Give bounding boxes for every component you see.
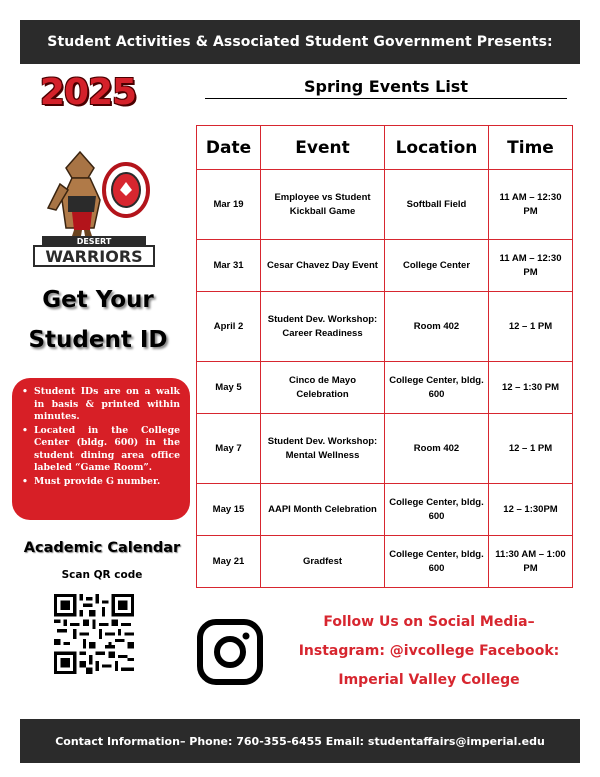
cell-event: Student Dev. Workshop: Career Readiness <box>261 292 385 362</box>
cell-location: Softball Field <box>385 170 489 240</box>
mascot-logo <box>28 138 158 270</box>
cell-event: Cinco de Mayo Celebration <box>261 362 385 414</box>
column-header-time: Time <box>489 126 573 170</box>
table-row <box>197 170 573 240</box>
table-row <box>197 536 573 588</box>
id-info-box <box>12 378 190 520</box>
cell-time: 12 – 1 PM <box>489 292 573 362</box>
id-info-item: • Must provide G number. <box>20 476 180 489</box>
cell-location: College Center <box>385 240 489 292</box>
cell-event: Employee vs Student Kickball Game <box>261 170 385 240</box>
year-heading: 2025 <box>39 72 137 113</box>
column-header-date: Date <box>197 126 261 170</box>
top-banner <box>20 20 580 64</box>
cell-time: 12 – 1:30 PM <box>489 362 573 414</box>
social-media-text <box>268 608 590 695</box>
table-row <box>197 362 573 414</box>
mascot-text-bottom: WARRIORS <box>45 247 143 266</box>
cell-time: 11 AM – 12:30 PM <box>489 170 573 240</box>
top-banner-text: Student Activities & Associated Student Government Presents: <box>47 34 553 50</box>
mascot-text-top: DESERT <box>76 237 112 246</box>
get-id-line1: Get Your <box>42 287 154 313</box>
cell-location: College Center, bldg. 600 <box>385 484 489 536</box>
academic-calendar-subtitle: Scan QR code <box>61 569 143 581</box>
cell-date: May 7 <box>197 414 261 484</box>
social-line2: Instagram: @ivcollege Facebook: <box>298 643 560 659</box>
column-header-event: Event <box>261 126 385 170</box>
events-table <box>196 125 573 588</box>
qr-code-icon[interactable] <box>54 594 134 674</box>
cell-time: 11 AM – 12:30 PM <box>489 240 573 292</box>
column-header-location: Location <box>385 126 489 170</box>
contact-banner <box>20 719 580 763</box>
cell-event: Gradfest <box>261 536 385 588</box>
get-id-line2: Student ID <box>28 327 168 353</box>
cell-location: Room 402 <box>385 292 489 362</box>
cell-event: AAPI Month Celebration <box>261 484 385 536</box>
id-info-item: • Located in the College Center (bldg. 600) in the student dining area office labeled “Game Room”. <box>20 425 180 475</box>
table-row <box>197 414 573 484</box>
cell-location: College Center, bldg. 600 <box>385 362 489 414</box>
get-id-heading <box>18 280 178 360</box>
cell-date: Mar 19 <box>197 170 261 240</box>
cell-date: May 5 <box>197 362 261 414</box>
academic-calendar-title: Academic Calendar <box>23 540 181 556</box>
cell-time: 11:30 AM – 1:00 PM <box>489 536 573 588</box>
contact-text: Contact Information– Phone: 760-355-6455 Email: studentaffairs@imperial.edu <box>55 734 545 748</box>
table-row <box>197 292 573 362</box>
cell-event: Cesar Chavez Day Event <box>261 240 385 292</box>
events-title: Spring Events List <box>304 77 468 96</box>
cell-date: May 21 <box>197 536 261 588</box>
cell-date: April 2 <box>197 292 261 362</box>
table-row <box>197 240 573 292</box>
id-info-item: • Student IDs are on a walk in basis & printed within minutes. <box>20 386 180 424</box>
cell-date: Mar 31 <box>197 240 261 292</box>
instagram-icon[interactable] <box>196 618 264 686</box>
events-title-underline <box>205 98 567 99</box>
cell-time: 12 – 1:30PM <box>489 484 573 536</box>
table-row <box>197 484 573 536</box>
cell-location: College Center, bldg. 600 <box>385 536 489 588</box>
cell-date: May 15 <box>197 484 261 536</box>
cell-event: Student Dev. Workshop: Mental Wellness <box>261 414 385 484</box>
table-header-row <box>197 126 573 170</box>
social-line1: Follow Us on Social Media– <box>323 614 535 630</box>
social-line3: Imperial Valley College <box>338 672 520 688</box>
cell-location: Room 402 <box>385 414 489 484</box>
cell-time: 12 – 1 PM <box>489 414 573 484</box>
